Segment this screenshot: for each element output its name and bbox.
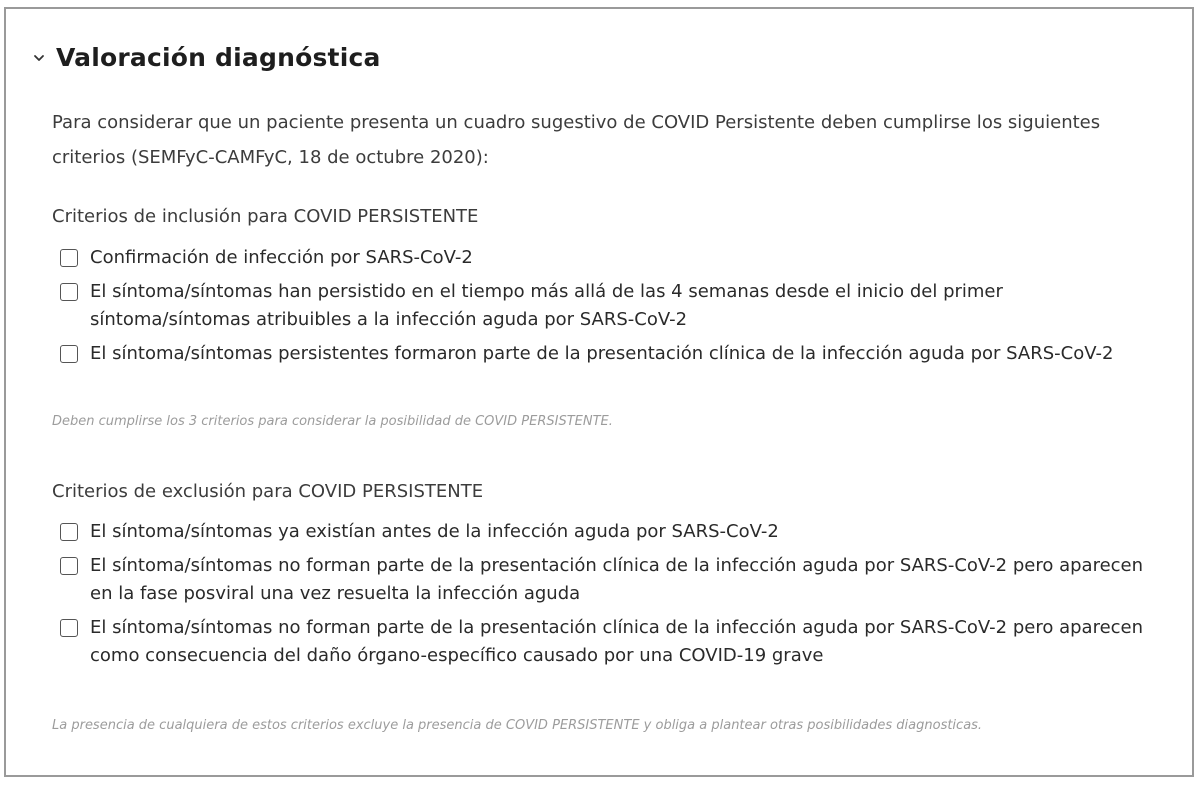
inclusion-criterion-1[interactable]: [60, 244, 1150, 272]
inclusion-criterion-3[interactable]: [60, 340, 1150, 368]
exclusion-criterion-3-checkbox[interactable]: [60, 619, 78, 637]
section-header-toggle[interactable]: [30, 43, 381, 72]
inclusion-criterion-2[interactable]: [60, 278, 1150, 334]
exclusion-criterion-2-label[interactable]: El síntoma/síntomas no forman parte de la presentación clínica de la infección aguda por SARS-CoV-2 pero aparecen en la fase posviral una vez resuelta la infección aguda: [90, 555, 1144, 604]
exclusion-criterion-1-label[interactable]: El síntoma/síntomas ya existían antes de la infección aguda por SARS-CoV-2: [90, 521, 779, 542]
chevron-down-icon[interactable]: [30, 49, 48, 67]
inclusion-criterion-3-label[interactable]: El síntoma/síntomas persistentes formaron parte de la presentación clínica de la infección aguda por SARS-CoV-2: [90, 343, 1114, 364]
exclusion-criteria-heading: Criterios de exclusión para COVID PERSISTENTE: [52, 481, 484, 502]
section-title: Valoración diagnóstica: [56, 43, 381, 72]
inclusion-criteria-list: [60, 244, 1150, 368]
inclusion-criterion-2-label[interactable]: El síntoma/síntomas han persistido en el tiempo más allá de las 4 semanas desde el inicio del primer síntoma/síntomas atribuibles a la infección aguda por SARS-CoV-2: [90, 281, 1003, 330]
exclusion-criteria-note: La presencia de cualquiera de estos criterios excluye la presencia de COVID PERSISTENTE y obliga a plantear otras posibilidades diagnosticas.: [52, 718, 983, 733]
exclusion-criterion-1[interactable]: [60, 518, 1150, 546]
inclusion-criterion-3-checkbox[interactable]: [60, 345, 78, 363]
inclusion-criteria-note: Deben cumplirse los 3 criterios para considerar la posibilidad de COVID PERSISTENTE.: [52, 414, 613, 429]
inclusion-criterion-2-checkbox[interactable]: [60, 283, 78, 301]
exclusion-criterion-2[interactable]: [60, 552, 1150, 608]
exclusion-criterion-1-checkbox[interactable]: [60, 523, 78, 541]
exclusion-criterion-3[interactable]: [60, 614, 1150, 670]
inclusion-criteria-heading: Criterios de inclusión para COVID PERSISTENTE: [52, 206, 479, 227]
intro-text: Para considerar que un paciente presenta un cuadro sugestivo de COVID Persistente deben cumplirse los siguientes criterios (SEMFyC-CAMFyC, 18 de octubre 2020):: [52, 112, 1101, 168]
inclusion-criterion-1-label[interactable]: Confirmación de infección por SARS-CoV-2: [90, 247, 473, 268]
exclusion-criterion-3-label[interactable]: El síntoma/síntomas no forman parte de la presentación clínica de la infección aguda por SARS-CoV-2 pero aparecen como consecuencia del daño órgano-específico causado por una COVID-19 grave: [90, 617, 1144, 666]
diagnostic-assessment-panel: [4, 7, 1194, 777]
inclusion-criterion-1-checkbox[interactable]: [60, 249, 78, 267]
exclusion-criterion-2-checkbox[interactable]: [60, 557, 78, 575]
exclusion-criteria-list: [60, 518, 1150, 670]
